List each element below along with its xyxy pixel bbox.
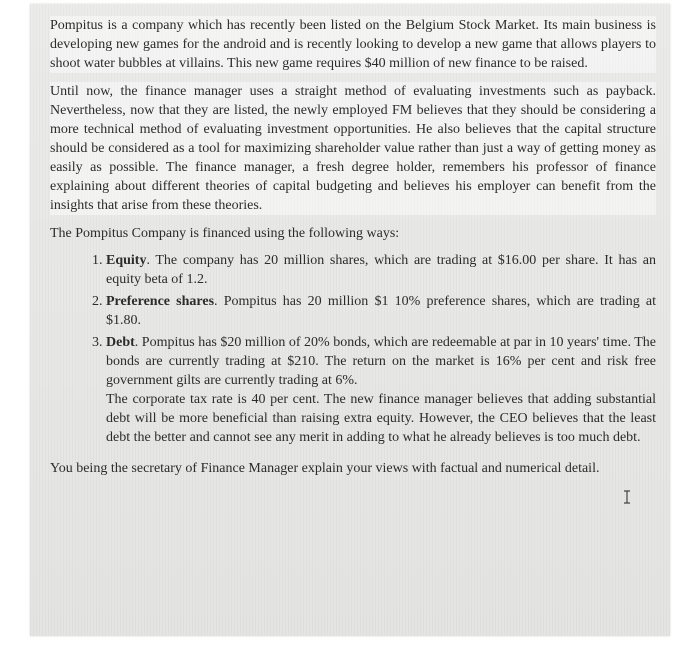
financing-term: Debt <box>106 335 135 350</box>
financing-term: Preference shares <box>106 294 215 309</box>
financing-term: Equity <box>106 253 147 268</box>
document-photo <box>30 4 670 636</box>
financing-intro: The Pompitus Company is financed using the following ways: <box>50 226 400 241</box>
financing-item-preference-shares <box>106 292 656 330</box>
financing-item-equity <box>106 251 656 289</box>
paragraph-finance-manager-text: Until now, the finance manager uses a straight method of evaluating investments such as payback. Nevertheless, now that they are listed, the newly employed FM believes that they should be considering a more technical method of evaluating investment opportunities. He also believes that the capital structure should be considered as a tool for maximizing shareholder value rather than just a way of getting money as easily as possible. The finance manager, a fresh degree holder, remembers his professor of finance explaining about different theories of capital budgeting and believes his employer can benefit from the insights that arise from these theories. <box>50 84 656 213</box>
paragraph-company-overview-text: Pompitus is a company which has recently been listed on the Belgium Stock Market. Its main business is developing new games for the android and is recently looking to develop a new game that allows players to shoot water bubbles at villains. This new game requires $40 million of new finance to be raised. <box>50 18 656 71</box>
paragraph-company-overview <box>50 16 656 73</box>
text-cursor-icon <box>623 490 631 504</box>
question-prompt: You being the secretary of Finance Manager explain your views with factual and numerical detail. <box>50 461 600 476</box>
paragraph-finance-manager <box>50 82 656 215</box>
financing-detail: . Pompitus has $20 million of 20% bonds, which are redeemable at par in 10 years' time. The bonds are currently trading at $210. The return on the market is 16% per cent and risk free government gilts are currently trading at 6%. <box>106 335 656 388</box>
financing-item-debt <box>106 333 656 447</box>
financing-detail: . Pompitus has 20 million $1 10% preference shares, which are trading at $1.80. <box>106 294 656 328</box>
financing-debt-extra: The corporate tax rate is 40 per cent. The new finance manager believes that adding substantial debt will be more beneficial than raising extra equity. However, the CEO believes that the least debt the better and cannot see any merit in adding to what he already believes is too much debt. <box>106 392 656 445</box>
financing-detail: . The company has 20 million shares, which are trading at $16.00 per share. It has an equity beta of 1.2. <box>106 253 656 287</box>
document-text <box>50 16 656 478</box>
financing-list <box>50 251 656 447</box>
